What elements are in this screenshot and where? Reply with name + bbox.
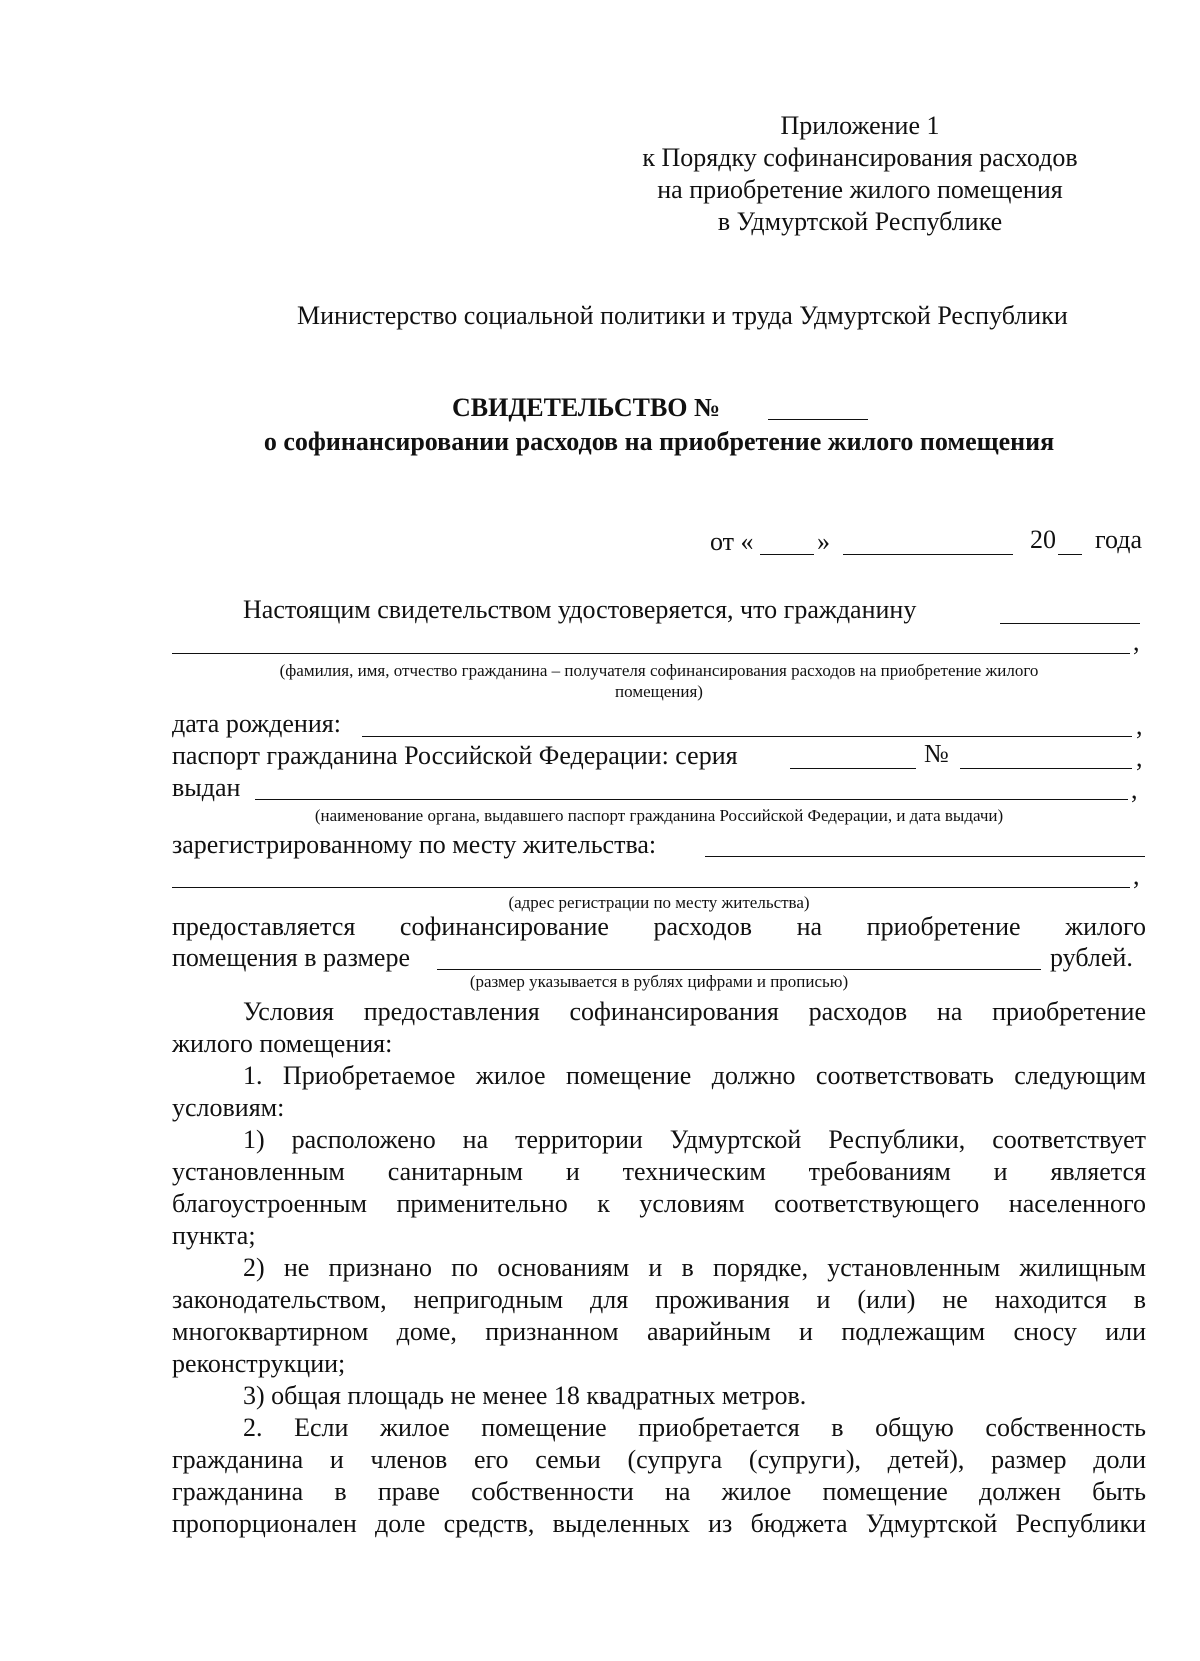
citizen-name-line-1 bbox=[1000, 623, 1140, 624]
subpoint2-line2: законодательством, непригодным для проживания и (или) не находится в bbox=[172, 1285, 1146, 1314]
amount-line bbox=[437, 969, 1041, 970]
subpoint2-line1: 2) не признано по основаниям и в порядке, установленным жилищным bbox=[243, 1253, 1146, 1282]
point2-line4: пропорционален доле средств, выделенных из бюджета Удмуртской Республики bbox=[172, 1509, 1146, 1538]
hint-address: (адрес регистрации по месту жительства) bbox=[508, 893, 810, 912]
comma: , bbox=[1133, 861, 1140, 890]
citizen-name-line-2 bbox=[172, 653, 1130, 654]
conditions-intro-line2: жилого помещения: bbox=[172, 1029, 393, 1058]
subpoint3: 3) общая площадь не менее 18 квадратных метров. bbox=[243, 1381, 807, 1410]
issued-line bbox=[255, 799, 1128, 800]
subpoint2-line4: реконструкции; bbox=[172, 1349, 346, 1378]
date-close-quote: » bbox=[817, 527, 830, 556]
date-year-prefix: 20 bbox=[1030, 525, 1056, 554]
address-line-2 bbox=[172, 887, 1130, 888]
point2-line2: гражданина и членов его семьи (супруга (супруги), детей), размер доли bbox=[172, 1445, 1146, 1474]
date-year-line bbox=[1058, 554, 1082, 555]
comma: , bbox=[1133, 627, 1140, 656]
appendix-region-line: в Удмуртской Республике bbox=[717, 207, 1003, 236]
appendix-purpose-line: на приобретение жилого помещения bbox=[657, 175, 1063, 204]
passport-number-sign: № bbox=[924, 739, 949, 768]
hint-issued: (наименование органа, выдавшего паспорт гражданина Российской Федерации, и дата выдачи) bbox=[314, 806, 1004, 825]
subpoint1-line4: пункта; bbox=[172, 1221, 256, 1250]
hint-fio-line2: помещения) bbox=[615, 682, 703, 701]
certificate-number-line bbox=[768, 419, 868, 420]
rubles-label: рублей. bbox=[1050, 943, 1133, 972]
date-month-line bbox=[843, 554, 1013, 555]
certificate-subtitle: о софинансировании расходов на приобретение жилого помещения bbox=[263, 427, 1055, 456]
appendix-order-line: к Порядку софинансирования расходов bbox=[642, 143, 1078, 172]
passport-series-line bbox=[790, 768, 916, 769]
certificate-title: СВИДЕТЕЛЬСТВО № bbox=[452, 393, 721, 422]
intro-text: Настоящим свидетельством удостоверяется, что гражданину bbox=[243, 595, 917, 624]
hint-fio-line1: (фамилия, имя, отчество гражданина – получателя софинансирования расходов на приобретение жилого bbox=[279, 661, 1039, 680]
date-year-suffix: года bbox=[1095, 525, 1143, 554]
point2-line3: гражданина в праве собственности на жилое помещение должен быть bbox=[172, 1477, 1146, 1506]
birth-date-label: дата рождения: bbox=[172, 709, 341, 738]
passport-number-line bbox=[960, 768, 1132, 769]
date-from-label: от « bbox=[710, 527, 754, 556]
ministry-name: Министерство социальной политики и труда Удмуртской Республики bbox=[297, 301, 1068, 330]
issued-label: выдан bbox=[172, 773, 241, 802]
point1-line1: 1. Приобретаемое жилое помещение должно соответствовать следующим bbox=[243, 1061, 1146, 1090]
hint-amount: (размер указывается в рублях цифрами и прописью) bbox=[469, 972, 849, 991]
address-line-1 bbox=[705, 856, 1145, 857]
date-day-line bbox=[760, 554, 814, 555]
birth-date-line bbox=[362, 736, 1132, 737]
passport-label: паспорт гражданина Российской Федерации: серия bbox=[172, 741, 738, 770]
comma: , bbox=[1131, 775, 1138, 804]
registered-label: зарегистрированному по месту жительства: bbox=[172, 830, 657, 859]
point1-line2: условиям: bbox=[172, 1093, 285, 1122]
subpoint1-line3: благоустроенным применительно к условиям соответствующего населенного bbox=[172, 1189, 1146, 1218]
subpoint1-line2: установленным санитарным и техническим требованиям и является bbox=[172, 1157, 1146, 1186]
point2-line1: 2. Если жилое помещение приобретается в общую собственность bbox=[243, 1413, 1146, 1442]
comma: , bbox=[1136, 743, 1143, 772]
conditions-intro-line1: Условия предоставления софинансирования расходов на приобретение bbox=[243, 997, 1146, 1026]
provided-line: предоставляется софинансирование расходов на приобретение жилого bbox=[172, 912, 1146, 941]
subpoint1-line1: 1) расположено на территории Удмуртской Республики, соответствует bbox=[243, 1125, 1146, 1154]
appendix-number: Приложение 1 bbox=[780, 111, 940, 140]
subpoint2-line3: многоквартирном доме, признанном аварийным и подлежащим сносу или bbox=[172, 1317, 1146, 1346]
comma: , bbox=[1136, 711, 1143, 740]
amount-label: помещения в размере bbox=[172, 943, 411, 972]
